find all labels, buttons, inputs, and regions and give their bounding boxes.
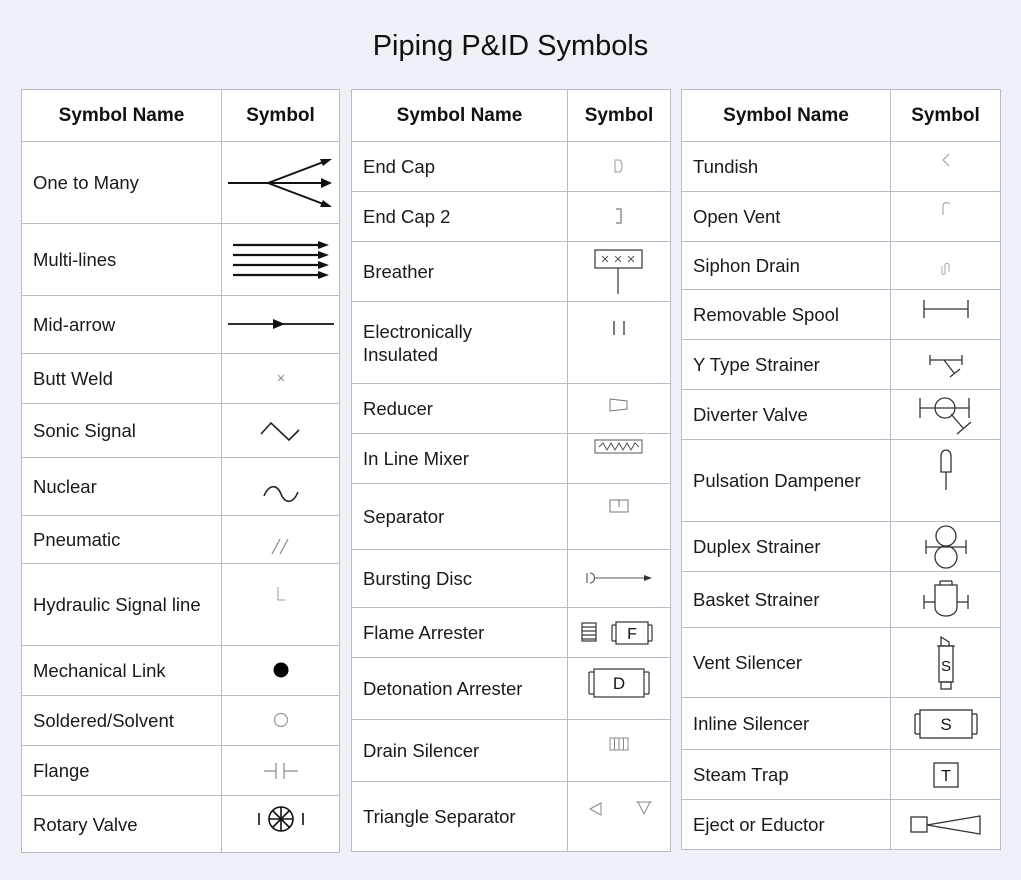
table-row	[22, 354, 340, 404]
symbol-cell	[568, 384, 671, 434]
symbol-cell	[891, 628, 1001, 698]
table-row	[682, 340, 1001, 390]
table-row	[22, 404, 340, 458]
tundish-icon	[941, 152, 951, 168]
symbol-name-header: Symbol Name	[352, 90, 568, 142]
symbol-cell	[222, 404, 340, 458]
reducer-icon	[608, 397, 630, 413]
symbol-name: Flame Arrester	[352, 608, 568, 658]
end-cap-icon	[613, 158, 625, 174]
table-row	[352, 550, 671, 608]
symbol-cell	[222, 296, 340, 354]
symbol-name: Detonation Arrester	[352, 658, 568, 720]
pulsation-dampener-icon	[938, 448, 954, 492]
separator-icon	[608, 498, 630, 514]
symbol-name: Sonic Signal	[22, 404, 222, 458]
symbol-cell	[568, 608, 671, 658]
symbol-name: Triangle Separator	[352, 782, 568, 852]
detonation-arrester-icon	[584, 666, 654, 700]
symbol-cell	[568, 484, 671, 550]
symbol-table-2	[351, 89, 671, 852]
sonic-signal-icon	[259, 418, 303, 444]
flame-arrester-icon	[580, 618, 658, 648]
soldered-solvent-icon	[272, 711, 290, 729]
table-row	[682, 522, 1001, 572]
symbol-cell	[891, 340, 1001, 390]
symbol-cell	[891, 390, 1001, 440]
table-row	[352, 434, 671, 484]
table-row	[22, 224, 340, 296]
symbol-name: Separator	[352, 484, 568, 550]
table-row	[352, 302, 671, 384]
table-row	[22, 746, 340, 796]
symbol-name: Basket Strainer	[682, 572, 891, 628]
symbol-name: Breather	[352, 242, 568, 302]
symbol-name: Nuclear	[22, 458, 222, 516]
symbol-name-header: Symbol Name	[682, 90, 891, 142]
electronically-insulated-icon	[609, 320, 629, 336]
table-row	[682, 440, 1001, 522]
open-vent-icon	[940, 200, 952, 216]
symbol-table-1	[21, 89, 340, 853]
y-type-strainer-icon	[926, 351, 966, 379]
symbol-name-header: Symbol Name	[22, 90, 222, 142]
symbol-name: Drain Silencer	[352, 720, 568, 782]
symbol-table-3	[681, 89, 1001, 850]
symbol-cell	[568, 720, 671, 782]
symbol-name: In Line Mixer	[352, 434, 568, 484]
symbol-cell	[568, 192, 671, 242]
symbol-name: Steam Trap	[682, 750, 891, 800]
table-row	[682, 800, 1001, 850]
multi-lines-icon	[231, 240, 331, 280]
symbol-cell	[568, 242, 671, 302]
symbol-cell	[891, 290, 1001, 340]
table-row	[352, 384, 671, 434]
symbol-name: End Cap	[352, 142, 568, 192]
table-row	[682, 698, 1001, 750]
breather-icon	[593, 248, 645, 296]
table-row	[352, 658, 671, 720]
table-header-row	[682, 90, 1001, 142]
mid-arrow-icon	[227, 318, 335, 330]
symbol-name: Flange	[22, 746, 222, 796]
symbol-cell	[222, 564, 340, 646]
symbol-cell	[891, 192, 1001, 242]
symbol-name: Rotary Valve	[22, 796, 222, 853]
table-row	[352, 142, 671, 192]
symbol-name: Pneumatic	[22, 516, 222, 564]
table-header-row	[352, 90, 671, 142]
table-row	[682, 242, 1001, 290]
table-row	[682, 142, 1001, 192]
in-line-mixer-icon	[594, 439, 644, 455]
symbol-cell	[568, 302, 671, 384]
table-row	[22, 646, 340, 696]
table-row	[352, 608, 671, 658]
symbol-cell	[891, 698, 1001, 750]
symbol-name: Hydraulic Signal line	[22, 564, 222, 646]
symbol-name: Bursting Disc	[352, 550, 568, 608]
symbol-cell	[891, 750, 1001, 800]
symbol-cell	[568, 550, 671, 608]
table-row	[682, 628, 1001, 698]
pneumatic-icon	[270, 537, 292, 555]
steam-trap-letter: T	[940, 767, 951, 785]
one-to-many-icon	[226, 156, 336, 210]
symbol-cell	[222, 354, 340, 404]
table-row	[682, 192, 1001, 242]
table-row	[352, 720, 671, 782]
vent-silencer-icon	[936, 634, 956, 692]
table-row	[352, 782, 671, 852]
symbol-cell	[222, 224, 340, 296]
symbol-name: Inline Silencer	[682, 698, 891, 750]
table-row	[682, 750, 1001, 800]
table-row	[22, 796, 340, 853]
symbol-cell	[222, 746, 340, 796]
symbol-name: Diverter Valve	[682, 390, 891, 440]
symbol-name: Tundish	[682, 142, 891, 192]
symbol-name: Reducer	[352, 384, 568, 434]
symbol-cell	[222, 696, 340, 746]
flange-icon	[262, 761, 300, 781]
table-row	[22, 458, 340, 516]
table-header-row	[22, 90, 340, 142]
table-row	[22, 696, 340, 746]
rotary-valve-icon	[255, 804, 307, 834]
symbol-cell	[568, 142, 671, 192]
symbol-header: Symbol	[568, 90, 671, 142]
symbol-cell	[891, 142, 1001, 192]
symbol-name: Mechanical Link	[22, 646, 222, 696]
symbol-cell	[568, 658, 671, 720]
symbol-name: Open Vent	[682, 192, 891, 242]
flame-arrester-letter: F	[627, 625, 637, 643]
symbol-name: Removable Spool	[682, 290, 891, 340]
symbol-cell	[891, 800, 1001, 850]
hydraulic-signal-line-icon	[276, 586, 286, 602]
bursting-disc-icon	[584, 571, 654, 585]
table-row	[22, 516, 340, 564]
butt-weld-icon	[276, 373, 286, 383]
table-row	[352, 484, 671, 550]
table-row	[22, 142, 340, 224]
nuclear-icon	[261, 484, 301, 504]
symbol-cell	[222, 516, 340, 564]
siphon-drain-icon	[940, 262, 952, 276]
drain-silencer-icon	[608, 736, 630, 752]
symbol-name: Duplex Strainer	[682, 522, 891, 572]
vent-silencer-letter: S	[940, 657, 951, 675]
symbol-cell	[222, 142, 340, 224]
end-cap-2-icon	[613, 207, 625, 225]
eject-or-eductor-icon	[909, 812, 983, 838]
symbol-name: Multi-lines	[22, 224, 222, 296]
symbol-cell	[222, 646, 340, 696]
symbol-name: Eject or Eductor	[682, 800, 891, 850]
detonation-arrester-letter: D	[612, 674, 626, 693]
duplex-strainer-icon	[923, 524, 969, 570]
symbol-name: Butt Weld	[22, 354, 222, 404]
table-row	[22, 296, 340, 354]
diverter-valve-icon	[917, 394, 975, 436]
symbol-name: Mid-arrow	[22, 296, 222, 354]
symbol-cell	[568, 434, 671, 484]
triangle-separator-icon	[586, 800, 652, 818]
symbol-cell	[891, 572, 1001, 628]
removable-spool-icon	[921, 298, 971, 320]
symbol-name: Pulsation Dampener	[682, 440, 891, 522]
table-row	[682, 572, 1001, 628]
symbol-name: Soldered/Solvent	[22, 696, 222, 746]
mechanical-link-icon	[272, 661, 290, 679]
symbol-name: Electronically Insulated	[352, 302, 568, 384]
table-row	[22, 564, 340, 646]
table-row	[352, 242, 671, 302]
symbol-cell	[222, 458, 340, 516]
symbol-name: One to Many	[22, 142, 222, 224]
inline-silencer-icon	[911, 707, 981, 741]
table-row	[682, 290, 1001, 340]
symbol-header: Symbol	[891, 90, 1001, 142]
symbol-name: Siphon Drain	[682, 242, 891, 290]
symbol-name: End Cap 2	[352, 192, 568, 242]
inline-silencer-letter: S	[939, 714, 952, 734]
steam-trap-icon	[931, 760, 961, 790]
page-title: Piping P&ID Symbols	[372, 30, 649, 62]
symbol-cell	[891, 522, 1001, 572]
symbol-cell	[891, 242, 1001, 290]
basket-strainer-icon	[921, 579, 971, 621]
table-row	[352, 192, 671, 242]
symbol-cell	[568, 782, 671, 852]
symbol-header: Symbol	[222, 90, 340, 142]
symbol-name: Vent Silencer	[682, 628, 891, 698]
symbol-name: Y Type Strainer	[682, 340, 891, 390]
symbol-cell	[891, 440, 1001, 522]
symbol-cell	[222, 796, 340, 853]
table-row	[682, 390, 1001, 440]
